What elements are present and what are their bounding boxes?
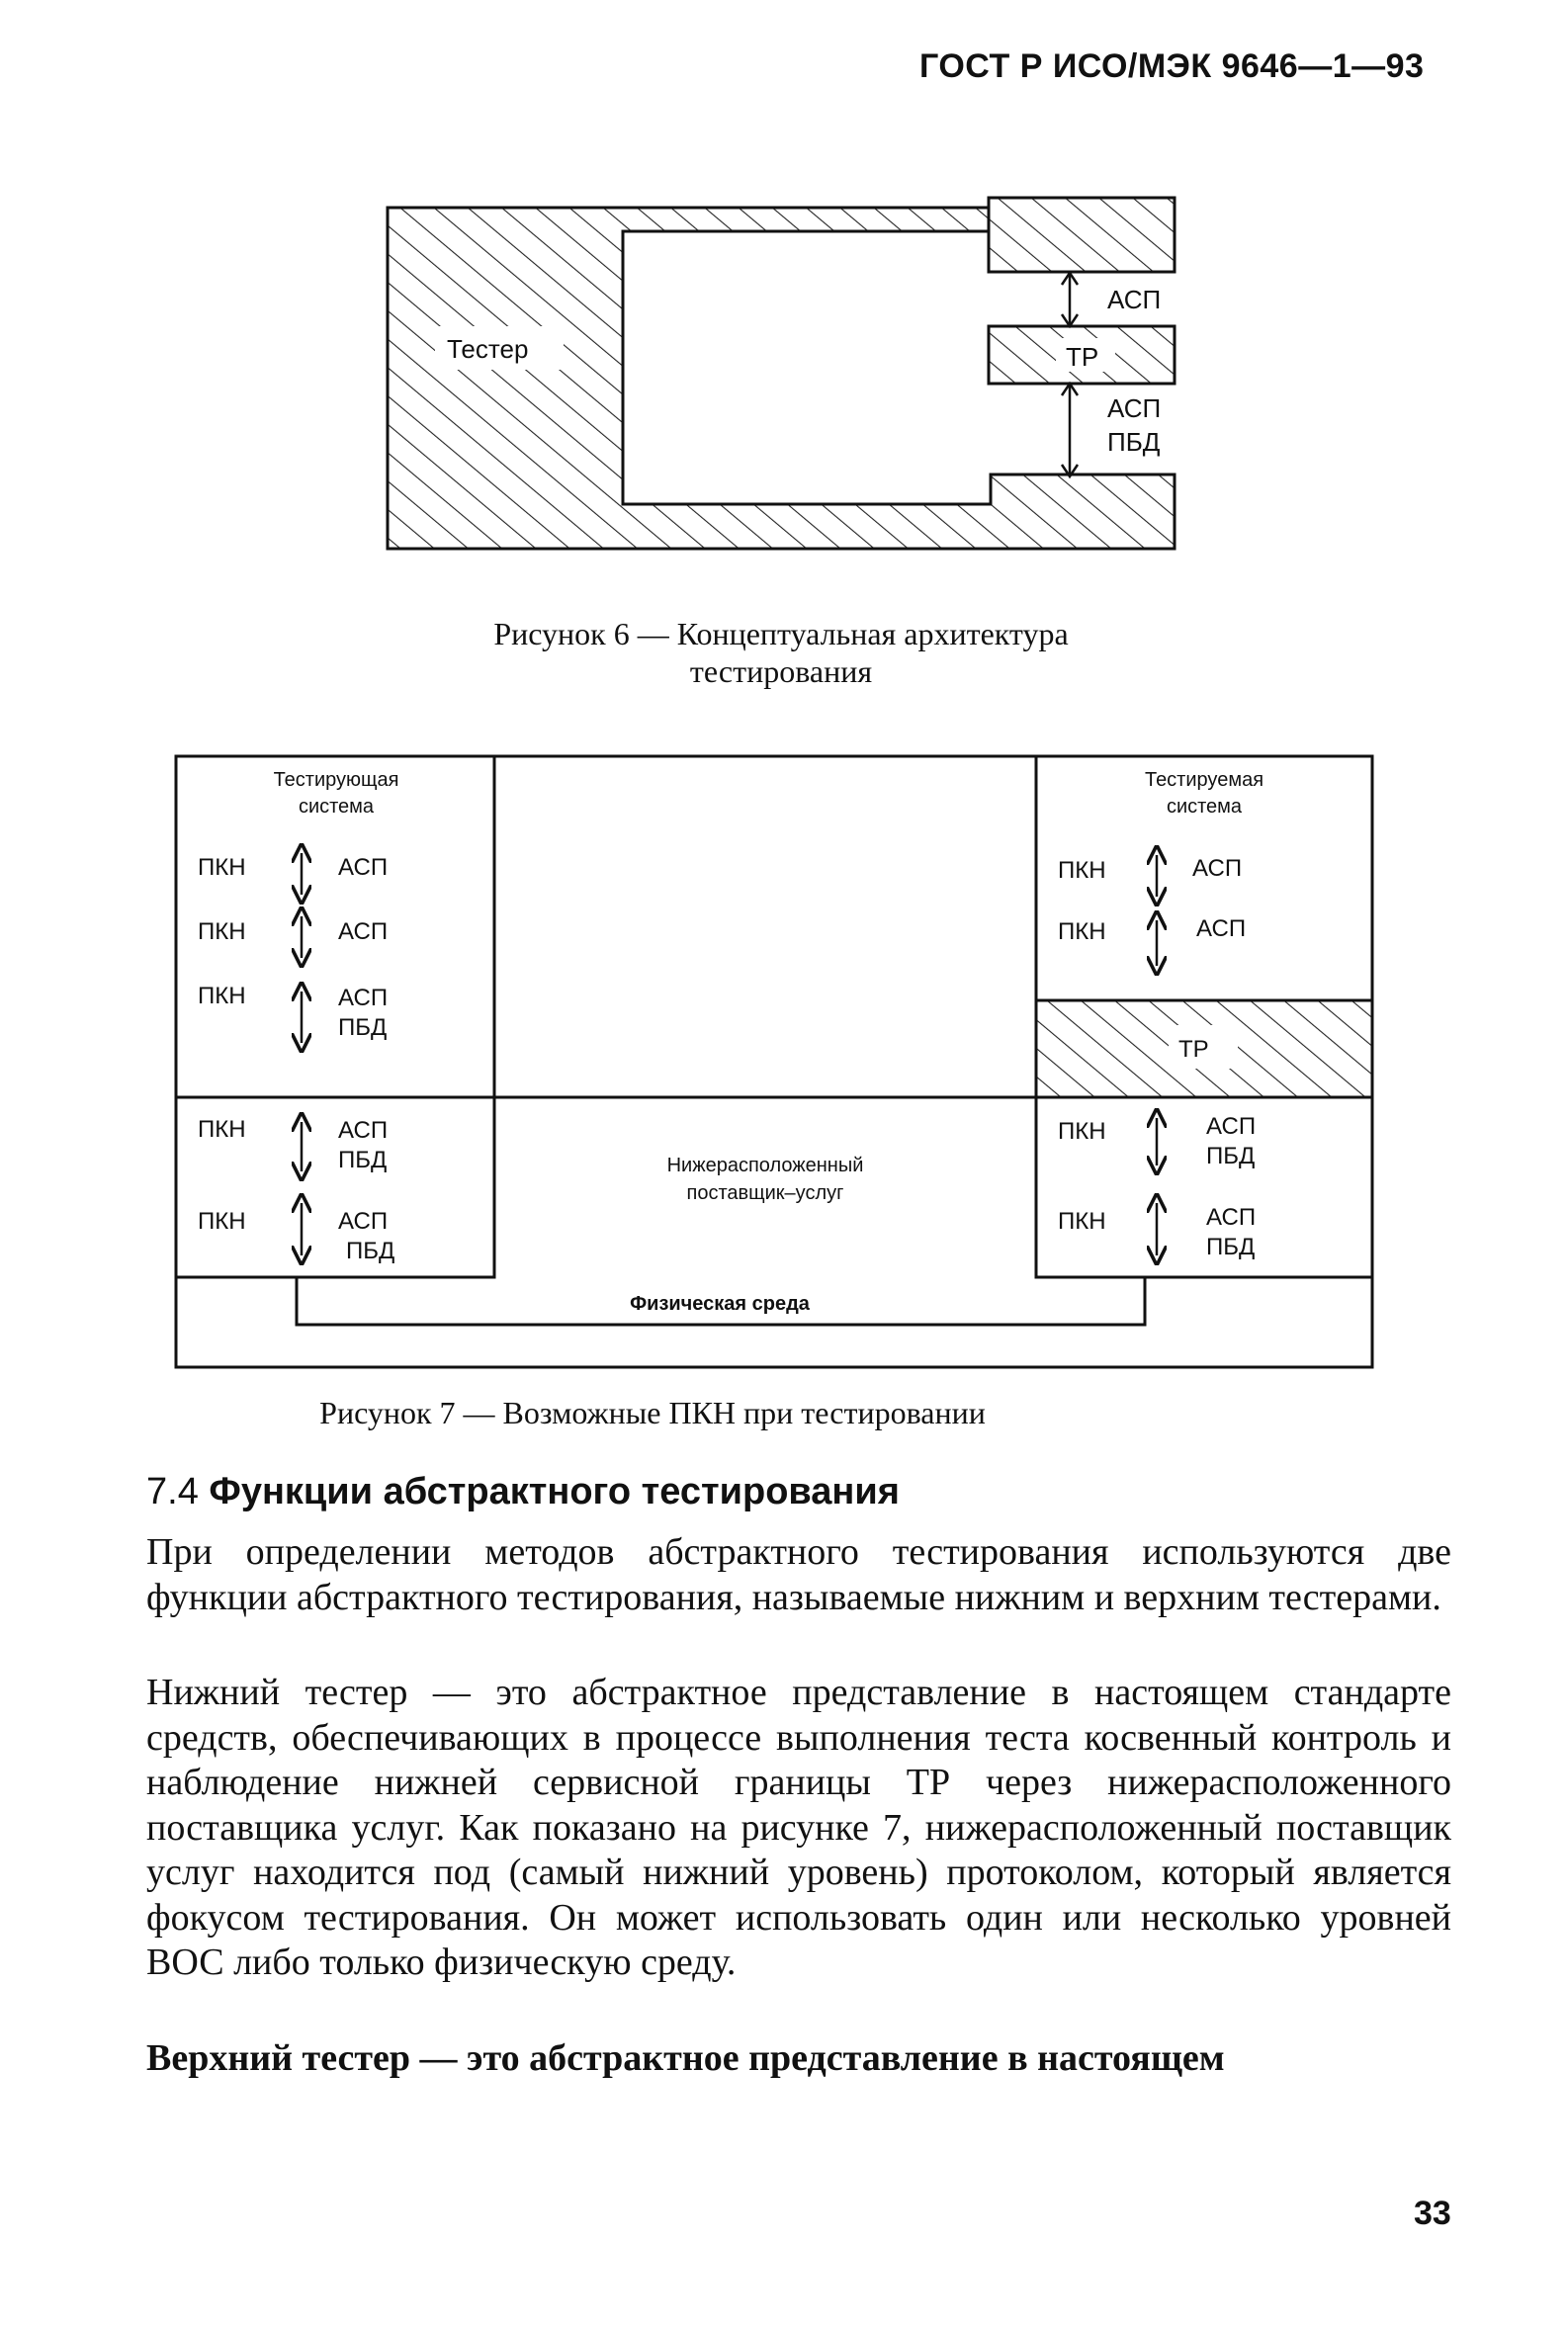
right-row4-asp: АСП	[1206, 1204, 1257, 1231]
page-number: 33	[1414, 2195, 1451, 2232]
figure-7-caption: Рисунок 7 — Возможные ПКН при тестировании	[319, 1395, 986, 1430]
left-row4-pkn: ПКН	[198, 1116, 246, 1143]
left-row3-asp: АСП	[338, 985, 389, 1011]
right-row2-pkn: ПКН	[1058, 918, 1106, 945]
asp-lower-label: АСП	[1107, 393, 1162, 423]
provider-line2: поставщик–услуг	[686, 1182, 844, 1204]
left-row2-pkn: ПКН	[198, 918, 246, 945]
section-title: Функции абстрактного тестирования	[209, 1471, 900, 1512]
right-row3-pbd: ПБД	[1206, 1143, 1256, 1169]
left-row3-pbd: ПБД	[338, 1014, 388, 1041]
figure-6-caption	[376, 615, 1186, 691]
left-row4-pbd: ПБД	[338, 1147, 388, 1173]
figure-6-caption-line2: тестирования	[689, 653, 873, 690]
right-row2-asp: АСП	[1196, 915, 1247, 942]
right-row4-pbd: ПБД	[1206, 1234, 1256, 1260]
left-row1-pkn: ПКН	[198, 854, 246, 881]
left-row2-asp: АСП	[338, 918, 389, 945]
paragraph-2: Нижний тестер — это абстрактное представление в настоящем стандарте средств, обеспечивающих в процессе выполнения теста косвенный контроль и наблюдение нижней сервисной границы ТР через нижерасположенного поставщика услуг. Как показано на рисунке 7, нижерасположенный поставщик услуг находится под (самый нижний уровень) протоколом, который является фокусом тестирования. Он может использовать один или несколько уровней ВОС либо только физическую среду.	[146, 1672, 1451, 1983]
figure-6-caption-line1: Рисунок 6 — Концептуальная архитектура	[493, 616, 1069, 651]
tp-label: ТР	[1066, 342, 1099, 372]
right-row1-asp: АСП	[1192, 855, 1243, 882]
paragraph-3: Верхний тестер — это абстрактное представление в настоящем	[146, 2037, 1225, 2079]
left-title-1: Тестирующая	[273, 769, 399, 791]
left-row1-asp: АСП	[338, 854, 389, 881]
provider-line1: Нижерасположенный	[666, 1155, 864, 1176]
tester-upper-block	[989, 198, 1175, 272]
left-row5-pkn: ПКН	[198, 1208, 246, 1235]
figure-7-diagram	[168, 746, 1384, 1379]
left-row5-pbd: ПБД	[346, 1238, 395, 1264]
physical-medium-label: Физическая среда	[630, 1293, 810, 1315]
right-title-1: Тестируемая	[1144, 769, 1264, 791]
tp-label-fig7: ТР	[1178, 1036, 1209, 1063]
right-row3-asp: АСП	[1206, 1113, 1257, 1140]
right-title-2: система	[1166, 796, 1243, 818]
left-row5-asp: АСП	[338, 1208, 389, 1235]
left-row3-pkn: ПКН	[198, 983, 246, 1009]
section-heading	[146, 1471, 900, 1513]
left-row4-asp: АСП	[338, 1117, 389, 1144]
right-row1-pkn: ПКН	[1058, 857, 1106, 884]
document-code: ГОСТ Р ИСО/МЭК 9646—1—93	[919, 47, 1425, 85]
asp-upper-label: АСП	[1107, 285, 1162, 314]
section-number: 7.4	[146, 1471, 199, 1512]
figure-6-diagram	[376, 188, 1196, 563]
tester-label: Тестер	[447, 334, 529, 364]
right-row4-pkn: ПКН	[1058, 1208, 1106, 1235]
right-row3-pkn: ПКН	[1058, 1118, 1106, 1145]
left-title-2: система	[298, 796, 375, 818]
paragraph-1: При определении методов абстрактного тестирования используются две функции абстрактного тестирования, называемые нижним и верхним тестерами.	[146, 1531, 1451, 1618]
pbd-lower-label: ПБД	[1107, 427, 1161, 457]
